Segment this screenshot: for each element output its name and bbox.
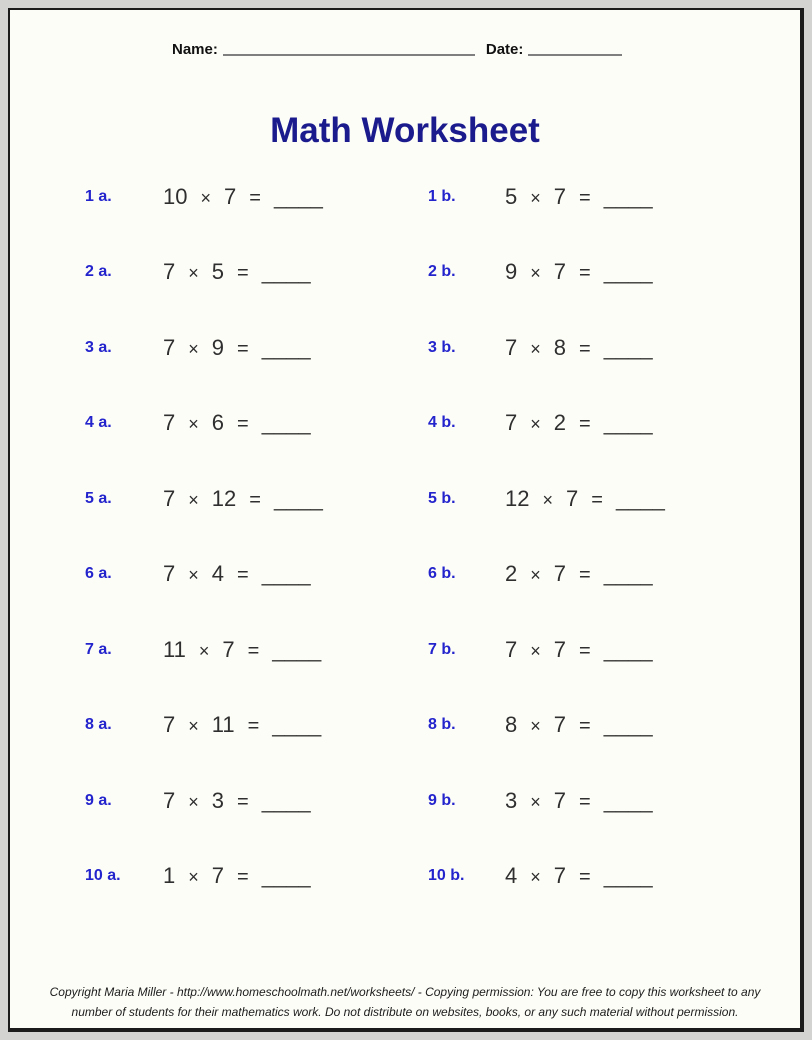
times-sign: × [188, 489, 199, 510]
problem-expression-b [505, 486, 665, 512]
problem-number-label-a: 2 a. [85, 263, 112, 281]
problem-number-label-a: 5 a. [85, 489, 112, 507]
factor-right: 7 [553, 636, 567, 662]
problem-number-label-b: 4 b. [428, 414, 456, 432]
name-date-header [172, 41, 622, 58]
problem-number-label-a: 10 a. [85, 867, 121, 885]
answer-blank: ____ [603, 334, 653, 360]
problem-number-label-a: 9 a. [85, 791, 112, 809]
factor-left: 11 [163, 636, 186, 662]
factor-left: 7 [163, 485, 176, 511]
factor-left: 7 [505, 636, 518, 662]
problem-number-label-b: 3 b. [428, 338, 456, 356]
answer-blank: ____ [261, 787, 311, 813]
factor-right: 2 [553, 410, 567, 436]
times-sign: × [530, 338, 541, 359]
factor-left: 3 [505, 787, 518, 813]
equals-sign: = [579, 715, 591, 738]
factor-left: 7 [163, 410, 176, 436]
times-sign: × [530, 716, 541, 737]
problem-expression-a [163, 259, 311, 285]
times-sign: × [188, 565, 199, 586]
copyright-footer [10, 982, 800, 1022]
times-sign: × [530, 187, 541, 208]
answer-blank: ____ [261, 561, 311, 587]
factor-left: 4 [505, 863, 518, 889]
equals-sign: = [591, 488, 603, 511]
equals-sign: = [579, 262, 591, 285]
times-sign: × [188, 867, 199, 888]
date-blank-line [528, 54, 622, 56]
problems-list [10, 159, 800, 914]
factor-left: 7 [163, 561, 176, 587]
problem-number-label-a: 3 a. [85, 338, 112, 356]
factor-right: 8 [553, 334, 567, 360]
times-sign: × [530, 565, 541, 586]
problem-expression-a [163, 410, 311, 436]
name-blank-line [223, 54, 475, 56]
factor-left: 7 [163, 334, 176, 360]
factor-right: 7 [553, 183, 567, 209]
equals-sign: = [249, 488, 261, 511]
problem-number-label-b: 1 b. [428, 187, 456, 205]
problem-expression-a [163, 335, 311, 361]
factor-left: 5 [505, 183, 518, 209]
problem-expression-a [163, 637, 321, 663]
problem-row [10, 612, 800, 688]
factor-right: 4 [211, 561, 225, 587]
problem-expression-a [163, 863, 311, 889]
problem-row [10, 461, 800, 537]
factor-left: 2 [505, 561, 518, 587]
answer-blank: ____ [261, 410, 311, 436]
problem-row [10, 159, 800, 235]
name-label: Name: [172, 41, 218, 58]
factor-right: 7 [553, 787, 567, 813]
factor-left: 7 [163, 712, 176, 738]
problem-number-label-b: 8 b. [428, 716, 456, 734]
problem-number-label-b: 9 b. [428, 791, 456, 809]
equals-sign: = [237, 337, 249, 360]
problem-expression-a [163, 561, 311, 587]
equals-sign: = [237, 413, 249, 436]
problem-number-label-b: 10 b. [428, 867, 465, 885]
factor-right: 11 [211, 712, 235, 738]
answer-blank: ____ [273, 183, 323, 209]
factor-left: 12 [505, 485, 530, 511]
worksheet-paper [8, 8, 804, 1032]
problem-expression-b [505, 259, 653, 285]
problem-row [10, 310, 800, 386]
answer-blank: ____ [272, 636, 322, 662]
equals-sign: = [237, 866, 249, 889]
problem-expression-b [505, 184, 653, 210]
factor-right: 12 [211, 485, 237, 511]
problem-number-label-a: 8 a. [85, 716, 112, 734]
times-sign: × [530, 640, 541, 661]
factor-right: 7 [553, 259, 567, 285]
factor-right: 7 [553, 561, 567, 587]
problem-expression-a [163, 184, 323, 210]
factor-right: 6 [211, 410, 225, 436]
problem-number-label-b: 2 b. [428, 263, 456, 281]
factor-right: 7 [222, 636, 235, 662]
equals-sign: = [579, 639, 591, 662]
page-title: Math Worksheet [270, 111, 540, 150]
problem-expression-b [505, 561, 653, 587]
problem-expression-b [505, 788, 653, 814]
footer-line-1: Copyright Maria Miller - http://www.homeschoolmath.net/worksheets/ - Copying permission: You are free to copy this worksheet to any [49, 985, 761, 999]
answer-blank: ____ [603, 636, 653, 662]
equals-sign: = [579, 337, 591, 360]
problem-number-label-a: 6 a. [85, 565, 112, 583]
answer-blank: ____ [615, 485, 665, 511]
factor-right: 7 [224, 183, 237, 209]
problem-number-label-a: 7 a. [85, 640, 112, 658]
factor-right: 3 [211, 787, 225, 813]
equals-sign: = [579, 866, 591, 889]
factor-left: 7 [505, 410, 518, 436]
problem-row [10, 688, 800, 764]
problem-expression-a [163, 788, 311, 814]
date-label: Date: [485, 41, 524, 58]
problem-expression-b [505, 410, 653, 436]
equals-sign: = [237, 564, 249, 587]
times-sign: × [188, 716, 199, 737]
equals-sign: = [247, 639, 260, 662]
equals-sign: = [579, 790, 591, 813]
answer-blank: ____ [273, 485, 323, 511]
answer-blank: ____ [261, 863, 311, 889]
factor-right: 5 [211, 259, 225, 285]
problem-row [10, 386, 800, 462]
problem-row [10, 839, 800, 915]
footer-line-2: number of students for their mathematics work. Do not distribute on websites, books, or any such material without permission. [71, 1005, 739, 1019]
factor-left: 8 [505, 712, 518, 738]
problem-row [10, 235, 800, 311]
times-sign: × [530, 414, 541, 435]
problem-expression-a [163, 486, 323, 512]
times-sign: × [530, 791, 541, 812]
times-sign: × [188, 338, 199, 359]
times-sign: × [198, 640, 210, 661]
problem-number-label-b: 6 b. [428, 565, 456, 583]
problem-number-label-b: 5 b. [428, 489, 456, 507]
problem-expression-b [505, 637, 653, 663]
factor-left: 9 [505, 259, 518, 285]
problem-row [10, 763, 800, 839]
answer-blank: ____ [603, 712, 653, 738]
equals-sign: = [579, 413, 591, 436]
problem-number-label-a: 4 a. [85, 414, 112, 432]
problem-expression-a [163, 712, 321, 738]
times-sign: × [530, 867, 541, 888]
answer-blank: ____ [603, 561, 653, 587]
factor-left: 10 [163, 183, 188, 209]
times-sign: × [200, 187, 211, 208]
times-sign: × [188, 414, 199, 435]
answer-blank: ____ [603, 410, 653, 436]
factor-left: 7 [163, 787, 176, 813]
answer-blank: ____ [261, 259, 311, 285]
answer-blank: ____ [261, 334, 311, 360]
times-sign: × [530, 263, 541, 284]
answer-blank: ____ [272, 712, 322, 738]
answer-blank: ____ [603, 787, 653, 813]
factor-right: 7 [553, 863, 567, 889]
factor-left: 1 [163, 863, 176, 889]
factor-left: 7 [505, 334, 518, 360]
problem-number-label-a: 1 a. [85, 187, 112, 205]
equals-sign: = [237, 790, 249, 813]
times-sign: × [188, 791, 199, 812]
times-sign: × [542, 489, 553, 510]
equals-sign: = [247, 715, 260, 738]
answer-blank: ____ [603, 183, 653, 209]
problem-row [10, 537, 800, 613]
factor-right: 9 [211, 334, 225, 360]
equals-sign: = [237, 262, 249, 285]
equals-sign: = [579, 186, 591, 209]
equals-sign: = [249, 186, 261, 209]
problem-expression-b [505, 863, 653, 889]
problem-expression-b [505, 712, 653, 738]
factor-left: 7 [163, 259, 176, 285]
answer-blank: ____ [603, 863, 653, 889]
problem-expression-b [505, 335, 653, 361]
factor-right: 7 [211, 863, 225, 889]
factor-right: 7 [566, 485, 579, 511]
problem-number-label-b: 7 b. [428, 640, 456, 658]
equals-sign: = [579, 564, 591, 587]
answer-blank: ____ [603, 259, 653, 285]
factor-right: 7 [553, 712, 567, 738]
times-sign: × [188, 263, 199, 284]
